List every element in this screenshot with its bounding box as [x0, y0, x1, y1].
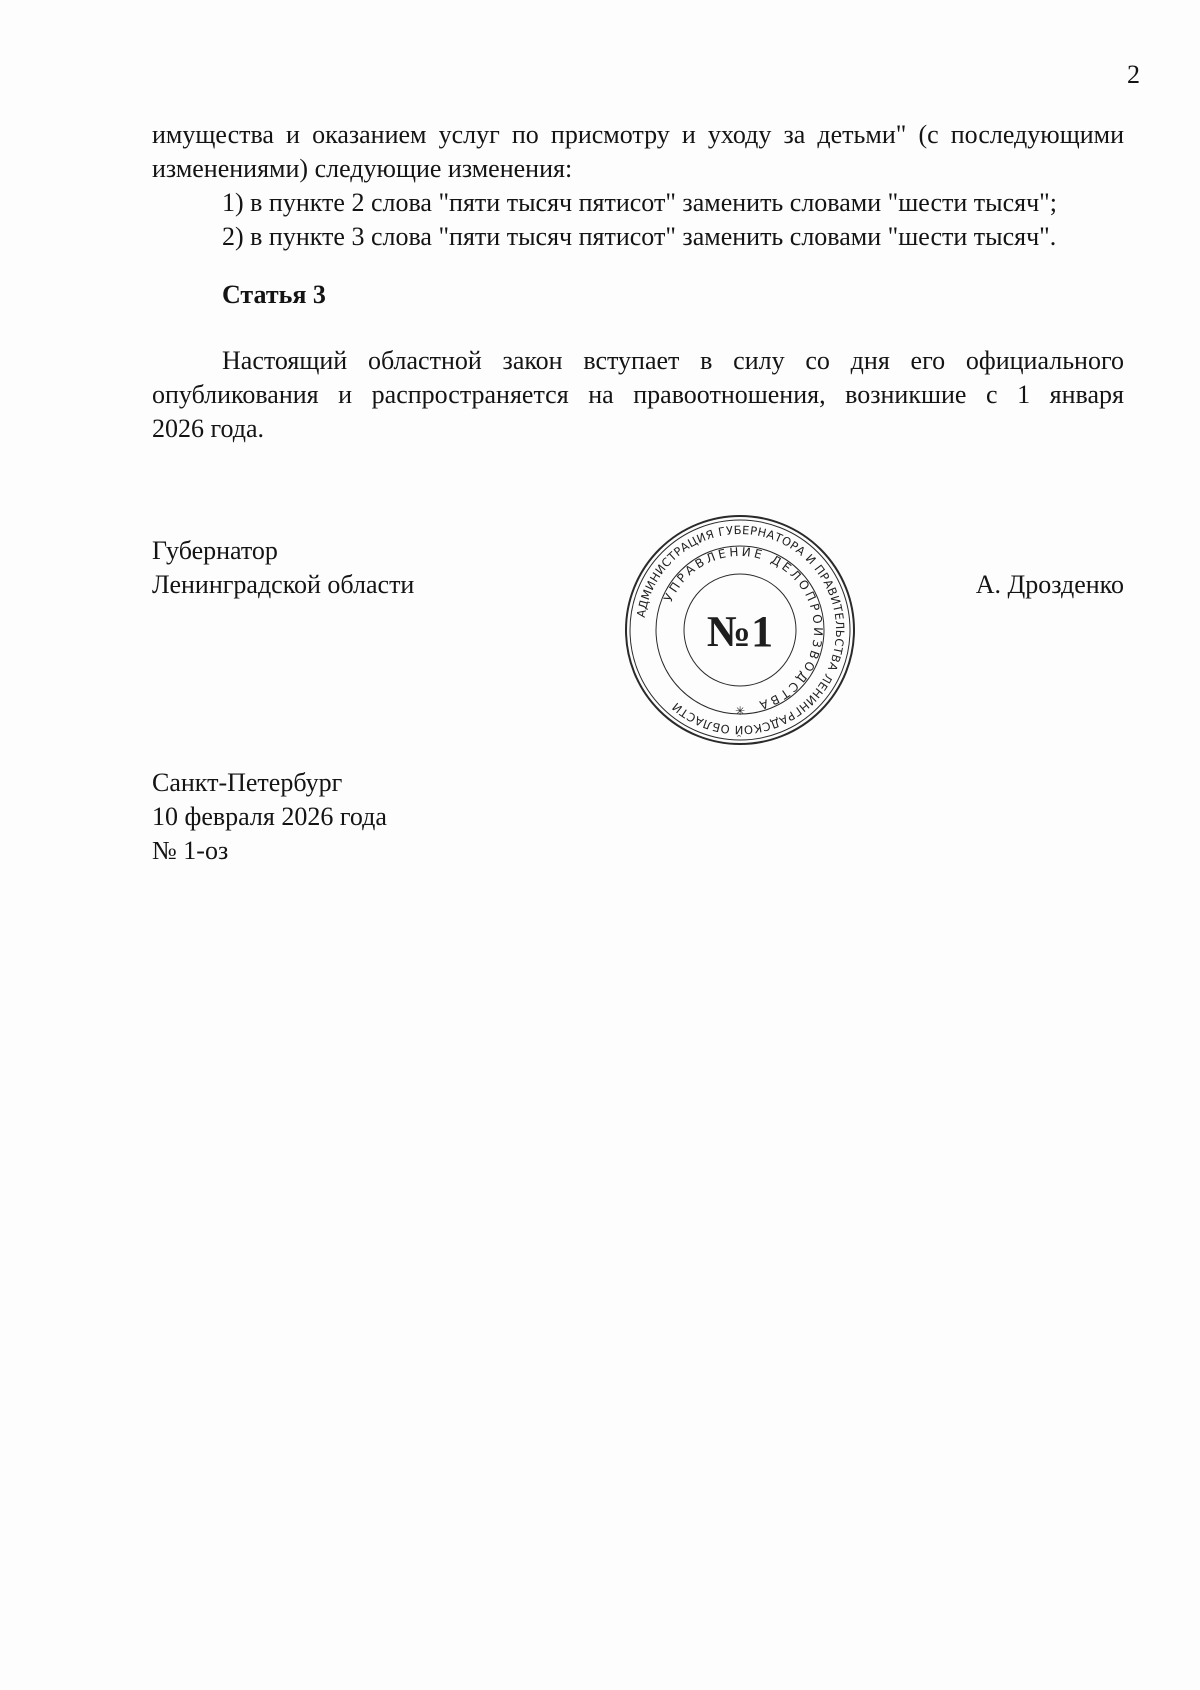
amendment-item-1: 1) в пункте 2 слова "пяти тысяч пятисот" заменить словами "шести тысяч"; [222, 188, 1058, 217]
seal-star-icon: ✳ [734, 704, 746, 718]
article-line-1: Настоящий областной закон вступает в силу со дня его официального [222, 346, 1124, 375]
article-line-2: опубликования и распространяется на правоотношения, возникшие с 1 января [152, 380, 1124, 409]
footer-number: № 1-оз [152, 836, 229, 865]
article-heading: Статья 3 [222, 280, 326, 309]
article-paragraph [152, 344, 1124, 446]
signatory-title-line-2: Ленинградской области [152, 570, 415, 599]
continuation-line-2: изменениями) следующие изменения: [152, 154, 573, 183]
signatory-title-line-1: Губернатор [152, 536, 278, 565]
amendment-item-2: 2) в пункте 3 слова "пяти тысяч пятисот" заменить словами "шести тысяч". [222, 222, 1057, 251]
footer-place: Санкт-Петербург [152, 768, 343, 797]
seal-inner-text: УПРАВЛЕНИЕ ДЕЛОПРОИЗВОДСТВА [661, 544, 826, 714]
continuation-line-1: имущества и оказанием услуг по присмотру и уходу за детьми" (с последующими [152, 120, 1124, 149]
continuation-paragraph [152, 118, 1124, 254]
page-number: 2 [1127, 60, 1140, 89]
official-seal-stamp [622, 512, 858, 748]
seal-outer-text: АДМИНИСТРАЦИЯ ГУБЕРНАТОРА И ПРАВИТЕЛЬСТВА ЛЕНИНГРАДСКОЙ ОБЛАСТИ [633, 522, 848, 738]
signatory-name: А. Дрозденко [975, 570, 1124, 599]
document-footer [152, 766, 387, 868]
seal-center-number: №1 [706, 607, 774, 656]
signatory-title [152, 534, 414, 602]
footer-date: 10 февраля 2026 года [152, 802, 387, 831]
article-line-3: 2026 года. [152, 414, 265, 443]
